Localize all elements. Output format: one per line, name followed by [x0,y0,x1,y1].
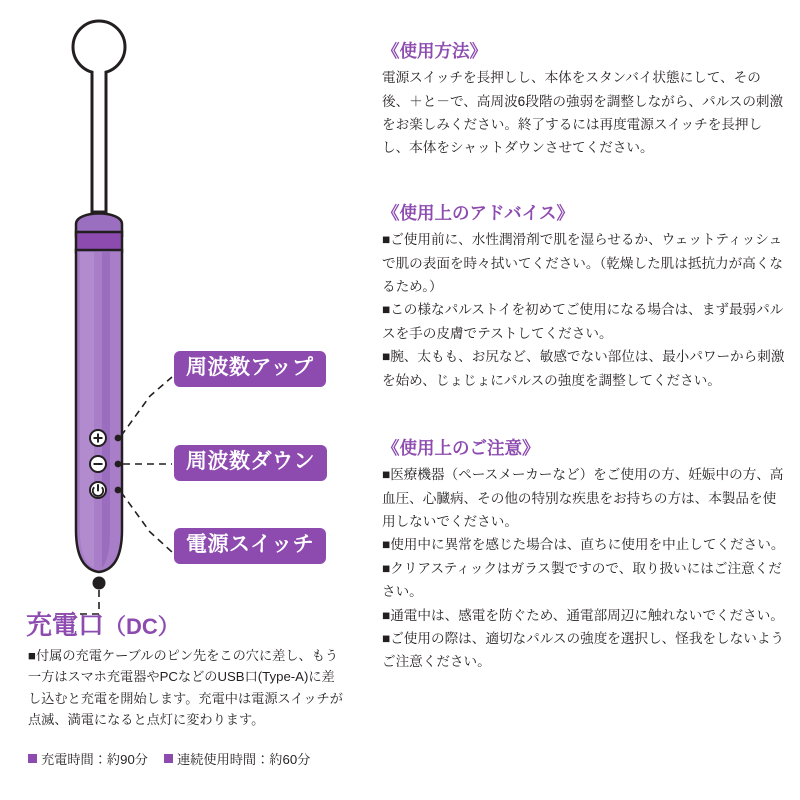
control-buttons [90,430,106,498]
paragraph: ■この様なパルストイを初めてご使用になる場合は、まず最弱パルスを手の皮膚でテストしてください。 [382,302,784,341]
section-advice-heading: 《使用上のアドバイス》 [382,203,574,223]
charging-port-title [26,605,180,642]
section-usage-heading: 《使用方法》 [382,41,487,61]
paragraph: 電源スイッチを長押しし、本体をスタンバイ状態にして、その後、＋と－で、高周波6段階の強弱を調整しながら、パルスの刺激をお楽しみください。終了するには再度電源スイッチを長押しし、本体をシャットダウンさせてください。 [382,70,784,156]
section-caution [382,435,786,674]
callout-frequency-down: 周波数ダウン [174,445,327,481]
section-advice [382,200,786,392]
charging-description-text: ■付属の充電ケーブルのピン先をこの穴に差し、もう一方はスマホ充電器やPCなどのUSB口(Type-A)に差し込むと充電を開始します。充電中は電源スイッチが点滅、満電になると点灯に変わります。 [28,648,343,728]
charging-times [28,750,368,770]
charging-port-title-text: 充電口 [26,610,105,640]
paragraph: ■医療機器（ペースメーカーなど）をご使用の方、妊娠中の方、高血圧、心臓病、その他の特別な疾患をお持ちの方は、本製品を使用しないでください。 [382,467,784,529]
paragraph: ■通電中は、感電を防ぐため、通電部周辺に触れないでください。 [382,607,784,623]
charge-time-text: 充電時間：約90分 [41,752,148,767]
charging-port-title-suffix: （DC） [104,614,180,639]
section-caution-body [382,463,786,673]
charge-port-icon [93,577,106,590]
paragraph: ■使用中に異常を感じた場合は、直ちに使用を中止してください。 [382,537,785,553]
illustration-panel [0,0,375,800]
glass-tip-icon [73,21,125,212]
callout-power-switch: 電源スイッチ [174,528,326,564]
charging-description [28,645,346,731]
use-time-text: 連続使用時間：約60分 [176,752,311,767]
square-marker-icon [28,754,37,763]
section-usage-body [382,66,786,160]
paragraph: ■腕、太もも、お尻など、敏感でない部位は、最小パワーから刺激を始め、じょじょにパルスの強度を調整してください。 [382,349,785,388]
device-body [76,214,122,573]
instructions-panel [382,0,786,800]
section-caution-heading: 《使用上のご注意》 [382,438,540,458]
callout-frequency-up: 周波数アップ [174,351,326,387]
paragraph: ■クリアスティックはガラス製ですので、取り扱いにはご注意ください。 [382,560,782,600]
paragraph: ■ご使用の際は、適切なパルスの強度を選択し、怪我をしないようご注意ください。 [382,630,785,670]
square-marker-icon [164,754,173,763]
paragraph: ■ご使用前に、水性潤滑剤で肌を湿らせるか、ウェットティッシュで肌の表面を時々拭いてください。（乾燥した肌は抵抗力が高くなるため。） [382,232,784,294]
section-advice-body [382,228,786,392]
section-usage [382,38,786,160]
